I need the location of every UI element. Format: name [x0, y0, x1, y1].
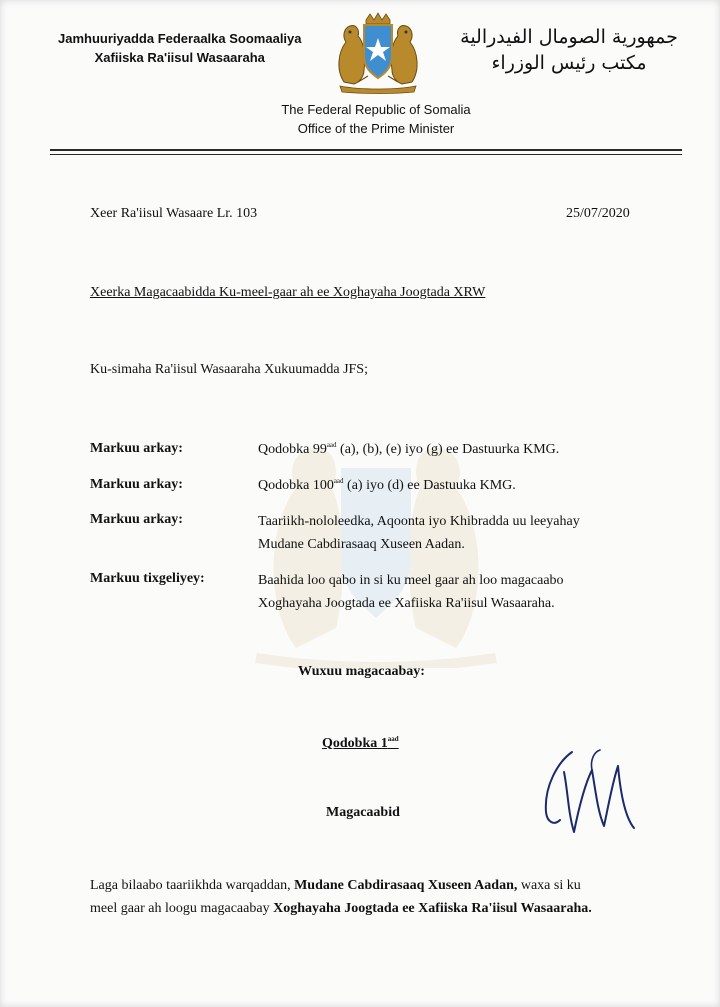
recital-line: Taariikh-nololeedka, Aqoonta iyo Khibradda uu leeyahay [258, 514, 580, 529]
article-number-text: Qodobka 1 [322, 736, 388, 751]
coat-of-arms-emblem [330, 12, 426, 94]
paragraph-line-2 [90, 897, 650, 920]
recital-label: Markuu tixgeliyey: [90, 571, 205, 586]
article-superscript: aad [387, 735, 399, 743]
recital-text-part: Qodobka 99 [258, 442, 327, 457]
paragraph-text: waxa si ku [517, 878, 581, 893]
decree-date: 25/07/2020 [566, 206, 630, 221]
header-english-line1: The Federal Republic of Somalia [281, 102, 471, 117]
decree-number: Xeer Ra'iisul Wasaare Lr. 103 [90, 206, 258, 221]
paragraph-text: Laga bilaabo taariikhda warqaddan, [90, 878, 295, 893]
recital-superscript: aad [326, 441, 337, 449]
paragraph-line-1 [90, 874, 650, 897]
decree-title: Xeerka Magacaabidda Ku-meel-gaar ah ee Xoghayaha Joogtada XRW [90, 285, 486, 300]
recital-line: Mudane Cabdirasaaq Xuseen Aadan. [258, 537, 465, 552]
recital-text [258, 510, 658, 556]
recital-superscript: aad [333, 477, 344, 485]
recital-label: Markuu arkay: [90, 441, 183, 456]
article-heading: Magacaabid [326, 805, 400, 820]
appointee-name: Mudane Cabdirasaaq Xuseen Aadan, [294, 878, 518, 893]
header-somali-line2: Xafiiska Ra'iisul Wasaaraha [94, 50, 265, 65]
recital-line: Xoghayaha Joogtada ee Xafiiska Ra'iisul Wasaaraha. [258, 596, 555, 611]
header-somali [58, 29, 302, 67]
recital-label: Markuu arkay: [90, 512, 183, 527]
recital-text [258, 477, 516, 494]
header-arabic [458, 24, 680, 76]
recital-text-part: (a), (b), (e) iyo (g) ee Dastuurka KMG. [336, 442, 560, 457]
article-number [322, 735, 399, 752]
appointed-position: Xoghayaha Joogtada ee Xafiiska Ra'iisul Wasaaraha. [273, 901, 592, 916]
recital-text-part: Qodobka 100 [258, 478, 334, 493]
header-somali-line1: Jamhuuriyadda Federaalka Soomaaliya [58, 31, 302, 46]
recital-text [258, 441, 559, 458]
header-english [220, 100, 532, 138]
header-english-line2: Office of the Prime Minister [297, 121, 455, 136]
header-divider-thin [50, 154, 682, 155]
decision-heading: Wuxuu magacaabay: [298, 664, 425, 679]
header-divider-thick [50, 149, 682, 151]
authority-line: Ku-simaha Ra'iisul Wasaaraha Xukuumadda JFS; [90, 362, 368, 377]
header-arabic-line2: مكتب رئيس الوزراء [491, 52, 647, 74]
header-arabic-line1: جمهورية الصومال الفيدرالية [460, 26, 678, 48]
recital-label: Markuu arkay: [90, 477, 183, 492]
signature [538, 742, 646, 842]
recital-text [258, 569, 658, 615]
paragraph-text: meel gaar ah loogu magacaabay [90, 901, 274, 916]
appointment-paragraph [90, 874, 650, 920]
recital-text-part: (a) iyo (d) ee Dastuuka KMG. [343, 478, 516, 493]
recital-line: Baahida loo qabo in si ku meel gaar ah loo magacaabo [258, 573, 564, 588]
